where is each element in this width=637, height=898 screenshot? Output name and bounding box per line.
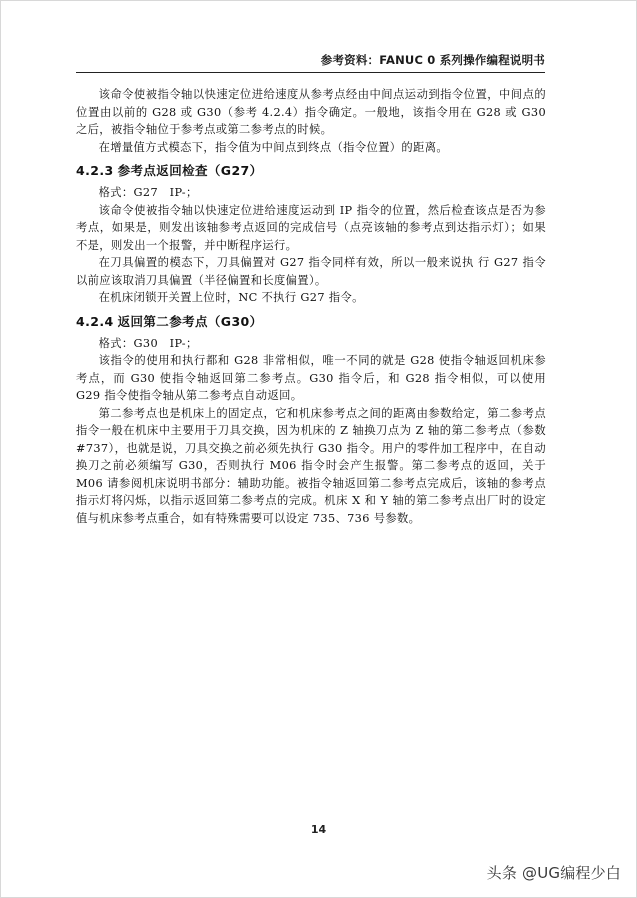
- intro-paragraph-2: 在增量值方式模态下，指令值为中间点到终点（指令位置）的距离。: [98, 140, 449, 154]
- g27-paragraph-3: 在机床闭锁开关置上位时，NC 不执行 G27 指令。: [98, 291, 364, 304]
- g30-paragraph-1: 该指令的使用和执行都和 G28 非常相似，唯一不同的就是 G28 使指令轴返回机床参考点，而 G30 使指令轴返回第二参考点。G30 指令后，和 G28 指令相似，可以使用 G29 指令使指令轴从第二参考点自动返回。: [76, 354, 546, 402]
- section-heading-g27: [76, 162, 546, 180]
- g30-paragraph-2: 第二参考点也是机床上的固定点，它和机床参考点之间的距离由参数给定，第二参考点指令一般在机床中主要用于刀具交换，因为机床的 Z 轴换刀点为 Z 轴的第二参考点（参数#737），也就是说，刀具交换之前必须先执行 G30 指令。用户的零件加工程序中，在自动换刀之前必须编写 G30，否则执行 M06 指令时会产生报警。第二参考点的返回，关于 M06 请参阅机床说明书部分：辅助功能。被指令轴返回第二参考点完成后，该轴的参考点指示灯将闪烁，以指示返回第二参考点的完成。机床 X 和 Y 轴的第二参考点出厂时的设定值与机床参考点重合，如有特殊需要可以设定 735、736 号参数。: [76, 406, 546, 525]
- g27-paragraph-1: 该命令使被指令轴以快速定位进给速度运动到 IP 指令的位置，然后检查该点是否为参考点，如果是，则发出该轴参考点返回的完成信号（点亮该轴的参考点到达指示灯）；如果不是，则发出一个报警，并中断程序运行。: [76, 203, 546, 252]
- document-body: [76, 86, 546, 527]
- section-heading-g30: [76, 313, 546, 331]
- section-title-g27: 参考点返回检查（G27）: [117, 163, 263, 178]
- document-header-title: 参考资料：FANUC 0 系列操作编程说明书: [320, 53, 545, 67]
- g30-format-line: 格式：G30 IP-；: [98, 336, 198, 350]
- page-number: 14: [310, 823, 327, 836]
- intro-paragraph-1: 该命令使被指令轴以快速定位进给速度从参考点经由中间点运动到指令位置，中间点的位置由以前的 G28 或 G30（参考 4.2.4）指令确定。一般地，该指令用在 G28 或 G30 之后，被指令轴位于参考点或第二参考点的时候。: [76, 88, 546, 136]
- g27-paragraph-2: 在刀具偏置的模态下，刀具偏置对 G27 指令同样有效，所以一般来说执 行 G27 指令以前应该取消刀具偏置（半径偏置和长度偏置）。: [76, 256, 546, 287]
- watermark: 头条 @UG编程少白: [486, 864, 621, 882]
- header-divider: [76, 72, 545, 73]
- g27-format-line: 格式：G27 IP-；: [98, 186, 198, 199]
- section-number-g27: 4.2.3: [76, 163, 114, 178]
- section-number-g30: 4.2.4: [76, 313, 114, 329]
- section-title-g30: 返回第二参考点（G30）: [117, 313, 263, 329]
